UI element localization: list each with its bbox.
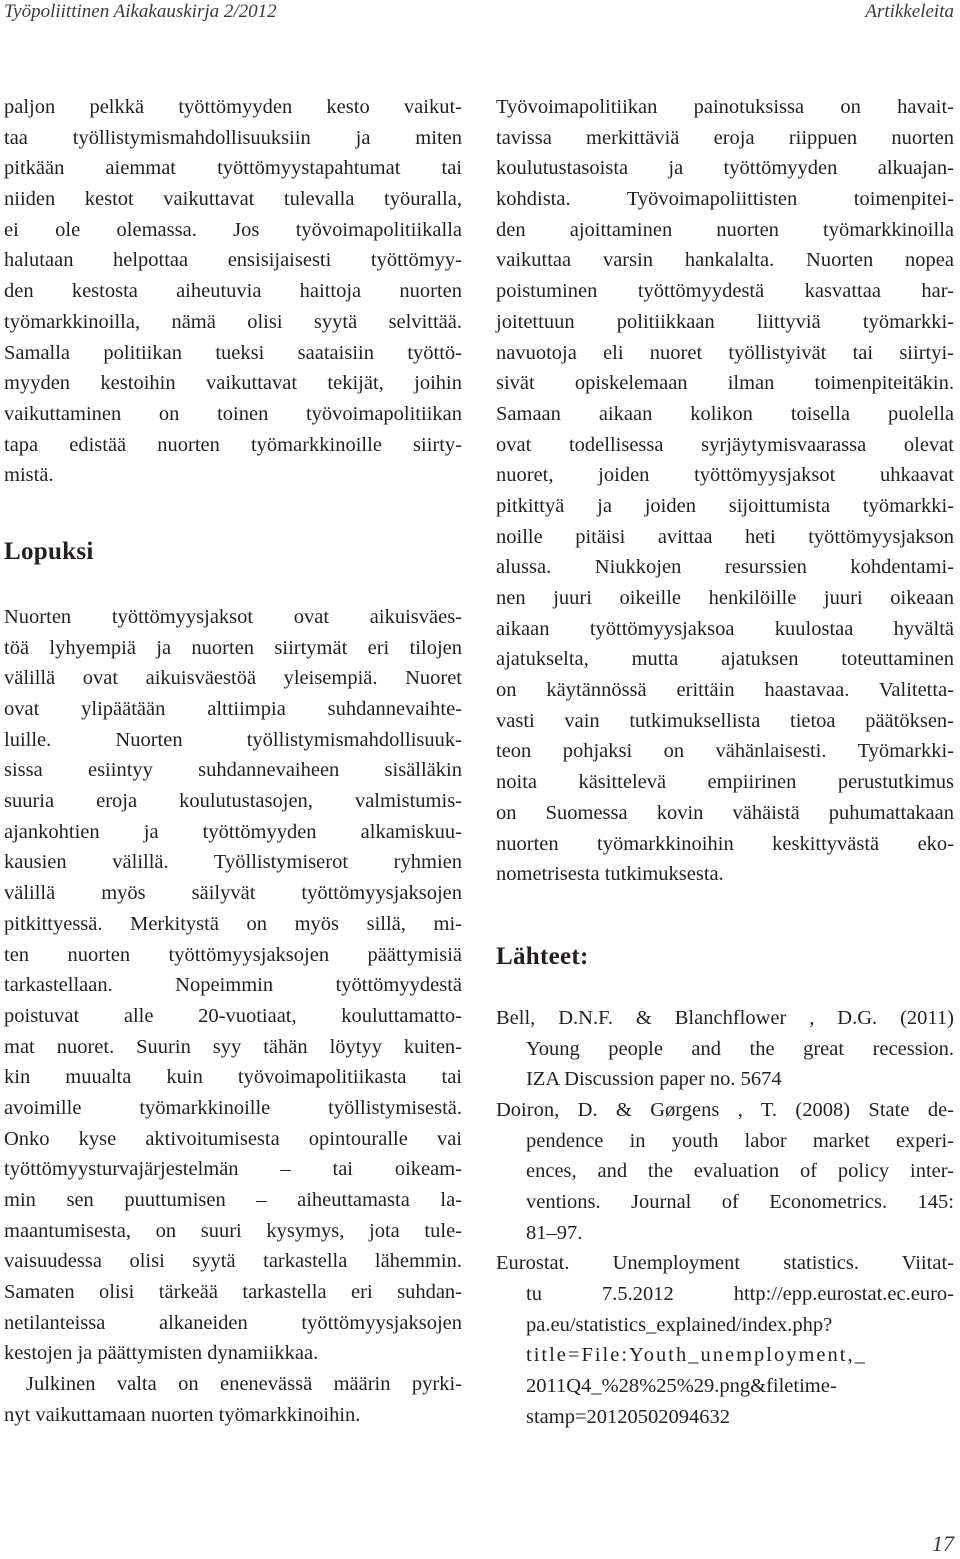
text-line: Samaan aikaan kolikon toisella puolella xyxy=(496,402,954,425)
text-line: koulutustasoista ja työttömyyden alkuajan- xyxy=(496,157,954,180)
text-line: ei ole olemassa. Jos työvoimapolitiikalla xyxy=(4,218,462,241)
page-number: 17 xyxy=(932,1531,954,1556)
text-line: tarkastellaan. Nopeimmin työttömyydestä xyxy=(4,974,462,997)
text-line: tapa edistää nuorten työmarkkinoille siirty- xyxy=(4,433,462,456)
text-line: kin muualta kuin työvoimapolitiikasta tai xyxy=(4,1066,462,1089)
references-heading: Lähteet: xyxy=(496,942,589,970)
reference-line: ences, and the evaluation of policy inter- xyxy=(526,1160,954,1183)
text-line: pitkittyä ja joiden sijoittumista työmarkki- xyxy=(496,494,954,517)
reference-line: Bell, D.N.F. & Blanchflower , D.G. (2011) xyxy=(496,1006,954,1029)
text-line: ten nuorten työttömyysjaksojen päättymisiä xyxy=(4,943,462,966)
text-line: mistä. xyxy=(4,464,54,487)
spacer xyxy=(496,972,954,1003)
text-line: ovat todellisessa syrjäytymisvaarassa olevat xyxy=(496,433,954,456)
section-heading-lopuksi: Lopuksi xyxy=(4,537,94,565)
reference-line: stamp=20120502094632 xyxy=(526,1405,731,1428)
reference-line: Eurostat. Unemployment statistics. Viitat- xyxy=(496,1252,954,1275)
reference-line: tu 7.5.2012 http://epp.eurostat.ec.euro- xyxy=(526,1283,954,1306)
text-line: aikaan työttömyysjaksoa kuulostaa hyvältä xyxy=(496,617,954,640)
text-line: on käytännössä erittäin haastavaa. Valitetta- xyxy=(496,679,954,702)
text-line: noille pitäisi avittaa heti työttömyysjakson xyxy=(496,525,954,548)
text-line: taa työllistymismahdollisuuksiin ja miten xyxy=(4,126,462,149)
text-line: sissa esiintyy suhdannevaiheen sisälläkin xyxy=(4,759,462,782)
right-column xyxy=(496,92,954,1433)
text-line: Samaten olisi tärkeää tarkastella eri suhdan- xyxy=(4,1281,462,1304)
reference-line: Young people and the great recession. xyxy=(526,1037,954,1060)
running-header xyxy=(0,0,960,24)
text-line: vaikuttaminen on toinen työvoimapolitiikan xyxy=(4,402,462,425)
text-line: Onko kyse aktivoitumisesta opintouralle vai xyxy=(4,1127,462,1150)
text-line: joitettuun politiikkaan liittyviä työmarkki- xyxy=(496,310,954,333)
reference-entry xyxy=(496,1248,954,1432)
text-line: vaikuttaa varsin hankalalta. Nuorten nopea xyxy=(496,249,954,272)
reference-line: 81–97. xyxy=(526,1221,583,1244)
text-line: työttömyysturvajärjestelmän – tai oikeam- xyxy=(4,1158,462,1181)
paragraph-continued xyxy=(4,92,462,491)
text-line: paljon pelkkä työttömyyden kesto vaikut- xyxy=(4,96,462,118)
text-line: vasti vain tutkimuksellista tietoa päätöksen- xyxy=(496,709,954,732)
text-line: navuotoja eli nuoret työllistyivät tai siirtyi- xyxy=(496,341,954,364)
reference-entry xyxy=(496,1003,954,1095)
text-line: mat nuoret. Suurin syy tähän löytyy kuiten- xyxy=(4,1035,462,1058)
reference-line: IZA Discussion paper no. 5674 xyxy=(526,1068,782,1091)
text-line: pitkittyessä. Merkitystä on myös sillä, mi- xyxy=(4,912,462,935)
text-line: noita käsittelevä empiirinen perustutkimus xyxy=(496,771,954,794)
text-line: nuorten työmarkkinoihin keskittyvästä eko- xyxy=(496,832,954,855)
text-line: nyt vaikuttamaan nuorten työmarkkinoihin. xyxy=(4,1403,361,1426)
text-line: alussa. Niukkojen resurssien kohdentami- xyxy=(496,556,954,579)
text-line: halutaan helpottaa ensisijaisesti työttömyy- xyxy=(4,249,462,272)
text-line: kausien välillä. Työllistymiserot ryhmien xyxy=(4,851,462,874)
text-line: ajankohtien ja työttömyyden alkamiskuu- xyxy=(4,820,462,843)
paragraph-right xyxy=(496,92,954,890)
text-line: pitkään aiemmat työttömyystapahtumat tai xyxy=(4,157,462,180)
text-line: niiden kestot vaikuttavat tulevalla työuralla, xyxy=(4,188,462,211)
text-line: työmarkkinoilla, nämä olisi syytä selvittää. xyxy=(4,310,462,333)
text-line: luille. Nuorten työllistymismahdollisuuk- xyxy=(4,728,462,751)
text-line: töä lyhyempiä ja nuorten siirtymät eri tilojen xyxy=(4,636,462,659)
journal-title: Työpoliittinen Aikakauskirja 2/2012 xyxy=(4,1,277,22)
reference-line: pa.eu/statistics_explained/index.php? xyxy=(526,1313,833,1336)
section-title: Artikkeleita xyxy=(865,1,954,22)
text-line: Työvoimapolitiikan painotuksissa on havait- xyxy=(496,96,954,118)
text-line: netilanteissa alkaneiden työttömyysjaksojen xyxy=(4,1311,462,1334)
text-line: välillä ovat aikuisväestöä yleisempiä. Nuoret xyxy=(4,667,462,690)
spacer xyxy=(496,890,954,942)
left-column xyxy=(4,92,462,1431)
text-line: nen juuri oikeille henkilöille juuri oikeaan xyxy=(496,587,954,609)
reference-entry xyxy=(496,1095,954,1248)
text-line: kestojen ja päättymisten dynamiikkaa. xyxy=(4,1342,319,1365)
reference-line: 2011Q4_%28%25%29.png&filetime- xyxy=(526,1375,837,1398)
text-line: nuoret, joiden työttömyysjaksot uhkaavat xyxy=(496,464,954,487)
text-line: avoimille työmarkkinoille työllistymisestä. xyxy=(4,1096,462,1119)
text-line: on Suomessa kovin vähäistä puhumattakaan xyxy=(496,801,954,824)
reference-line: Doiron, D. & Gørgens , T. (2008) State de- xyxy=(496,1098,954,1121)
spacer xyxy=(4,567,462,602)
text-line: den kestosta aiheutuvia haittoja nuorten xyxy=(4,280,462,303)
text-line: suuria eroja koulutustasojen, valmistumis- xyxy=(4,790,462,813)
text-line: kohdista. Työvoimapoliittisten toimenpitei- xyxy=(496,188,954,211)
text-line: ajatukselta, mutta ajatuksen toteuttaminen xyxy=(496,648,954,671)
text-line: tavissa merkittäviä eroja riippuen nuorten xyxy=(496,126,954,149)
text-line: myyden kestoihin vaikuttavat tekijät, joihin xyxy=(4,372,462,395)
text-line: teon pohjaksi on vähänlaisesti. Työmarkki- xyxy=(496,740,954,763)
reference-line: pendence in youth labor market experi- xyxy=(526,1129,954,1152)
text-line: den ajoittaminen nuorten työmarkkinoilla xyxy=(496,218,954,241)
text-line: ovat ylipäätään alttiimpia suhdannevaihte- xyxy=(4,698,462,720)
reference-line: ventions. Journal of Econometrics. 145: xyxy=(526,1191,954,1213)
text-line: poistuminen työttömyydestä kasvattaa har- xyxy=(496,280,954,303)
reference-list xyxy=(496,1003,954,1433)
reference-line: title=File:Youth_unemployment,_ xyxy=(526,1344,867,1367)
text-line: poistuvat alle 20-vuotiaat, kouluttamatto- xyxy=(4,1004,462,1027)
text-line: Samalla politiikan tueksi saataisiin työttö- xyxy=(4,341,462,364)
spacer xyxy=(4,491,462,537)
text-line: välillä myös säilyvät työttömyysjaksojen xyxy=(4,882,462,905)
text-line: Nuorten työttömyysjaksot ovat aikuisväes- xyxy=(4,605,462,628)
paragraph-lopuksi xyxy=(4,602,462,1431)
text-line: sivät opiskelemaan ilman toimenpiteitäkin. xyxy=(496,372,954,395)
text-line: maantumisesta, on suuri kysymys, jota tule- xyxy=(4,1219,462,1242)
text-line: vaisuudessa olisi syytä tarkastella lähemmin. xyxy=(4,1250,462,1273)
text-line: nometrisesta tutkimuksesta. xyxy=(496,863,724,886)
text-line: Julkinen valta on enenevässä määrin pyrki- xyxy=(26,1373,462,1396)
text-line: min sen puuttumisen – aiheuttamasta la- xyxy=(4,1189,462,1211)
